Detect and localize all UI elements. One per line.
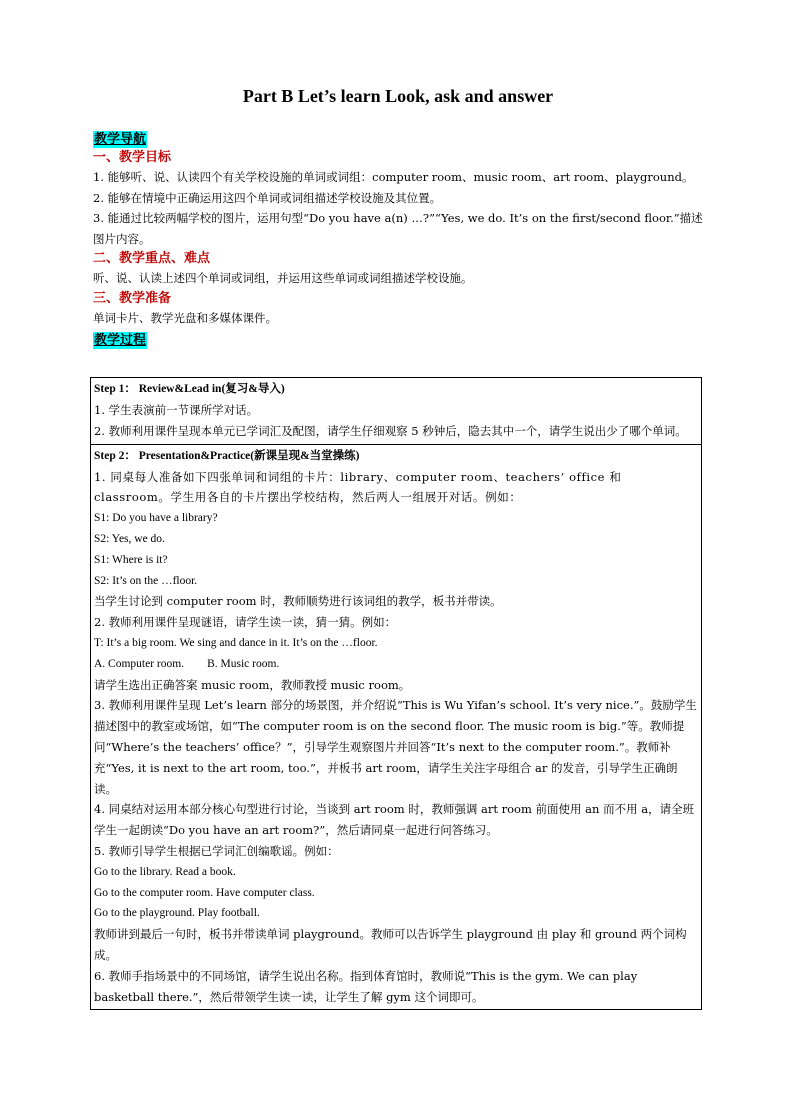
step-1-title: Step 1： Review&Lead in(复习&导入) [94,383,285,395]
dialogue-line: S2: It’s on the …floor. [94,574,198,587]
objective-item: 1. 能够听、说、认读四个有关学校设施的单词或词组：computer room、music room、art room、playground。 [93,170,694,184]
step-line: 1. 学生表演前一节课所学对话。 [94,403,259,417]
step-line: 2. 教师利用课件呈现谜语，请学生读一读，猜一猜。例如： [94,615,397,630]
step-line: 5. 教师引导学生根据已学词汇创编歌谣。例如： [94,843,339,858]
step-2-row [91,444,702,1010]
step-1-cell [91,378,702,445]
step-line: 1. 同桌每人准备如下四张单词和词组的卡片：library、computer room、teachers’ office 和 classroom。学生用各自的卡片摆出学校结构，然后两人一组展开对话。例如： [94,469,622,505]
step-line: 2. 教师利用课件呈现本单元已学词汇及配图，请学生仔细观察 5 秒钟后，隐去其中一个，请学生说出少了哪个单词。 [94,423,687,438]
key-points-text: 听、说、认读上述四个单词或词组，并运用这些单词或词组描述学校设施。 [93,271,473,286]
step-line: 请学生选出正确答案 music room，教师教授 music room。 [94,677,411,692]
objectives-heading: 一、教学目标 [93,150,172,165]
key-points-heading: 二、教学重点、难点 [93,251,211,267]
preparation-text: 单词卡片、教学光盘和多媒体课件。 [93,310,277,325]
step-line: 当学生讨论到 computer room 时，教师顺势进行该词组的教学，板书并带读。 [94,594,502,609]
objective-item: 2. 能够在情境中正确运用这四个单词或词组描述学校设施及其位置。 [93,190,442,205]
teaching-process-table [90,377,702,1010]
step-2-title: Step 2： Presentation&Practice(新课呈现&当堂操练) [94,449,360,462]
riddle-line: T: It’s a big room. We sing and dance in it. It’s on the …floor. [94,636,378,649]
step-line: 3. 教师利用课件呈现 Let’s learn 部分的场景图，并介绍说“This is Wu Yifan’s school. It’s very nice.”。鼓励学生描述图中的教室或场馆，如“The computer room is on the second floor. The music room is big.”等。教师提问“Where’s the teachers’ office？”，引导学生观察图片并回答“It’s next to the computer room.”。教师补充“Yes, it is next to the art room, too.”，并板书 art room，请学生关注字母组合 ar 的发音，引导学生正确朗读。 [94,698,697,796]
page-title: Part B Let’s learn Look, ask and answer [242,86,554,106]
step-2-cell [91,444,702,1010]
chant-line: Go to the playground. Play football. [94,907,260,920]
dialogue-line: S1: Do you have a library? [94,512,218,525]
objective-item: 3. 能通过比较两幅学校的图片，运用句型“Do you have a(n) …?”“Yes, we do. It’s on the first/second floor.”描述图片内容。 [93,211,703,246]
dialogue-line: S1: Where is it? [94,553,168,566]
dialogue-line: S2: Yes, we do. [94,532,165,545]
chant-line: Go to the library. Read a book. [94,865,236,878]
teaching-guide-label: 教学导航 [94,132,147,147]
step-line: 教师讲到最后一句时，板书并带读单词 playground。教师可以告诉学生 playground 由 play 和 ground 两个词构成。 [94,927,687,962]
riddle-options: A. Computer room. B. Music room. [94,657,280,670]
step-1-row [91,378,702,445]
teaching-process-label: 教学过程 [94,332,147,348]
step-line: 4. 同桌结对运用本部分核心句型进行讨论，当谈到 art room 时，教师强调 art room 前面使用 an 而不用 a，请全班学生一起朗读“Do you have an art room?”，然后请同桌一起进行问答练习。 [94,802,695,838]
teaching-guide-section [93,128,703,349]
chant-line: Go to the computer room. Have computer class. [94,886,315,899]
step-line: 6. 教师手指场景中的不同场馆，请学生说出名称。指到体育馆时，教师说“This is the gym. We can play basketball there.”，然后带领学生读一读，让学生了解 gym 这个词即可。 [94,968,638,1004]
preparation-heading: 三、教学准备 [93,290,172,306]
